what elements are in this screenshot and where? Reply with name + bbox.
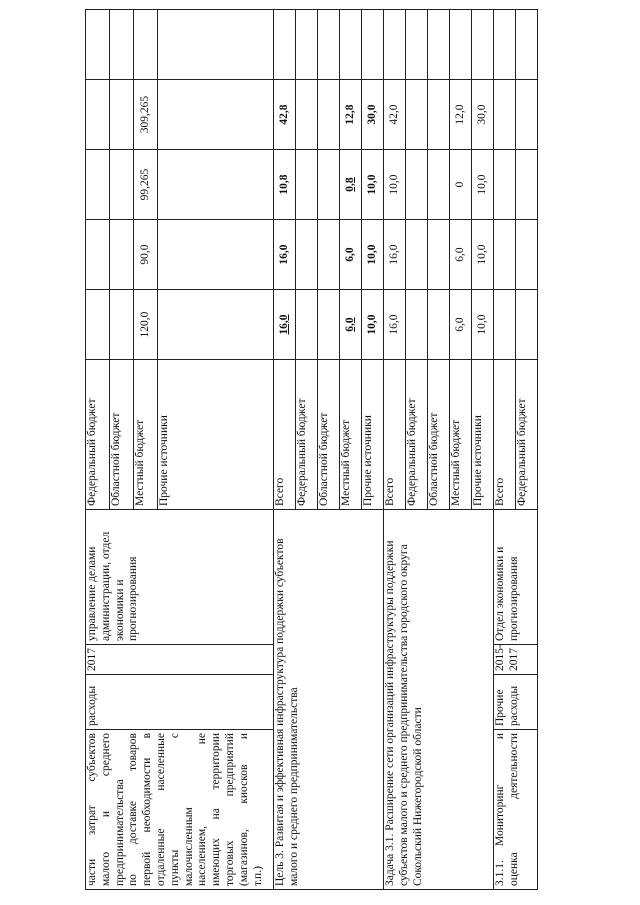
value-2017: 12,8 <box>340 80 362 150</box>
executor-cell: управление делами администрации, отдел экономики и прогнозирования <box>86 510 274 645</box>
empty-cell <box>158 10 274 80</box>
value-2016: 10,0 <box>384 150 406 220</box>
measure-line: торговых предприятий <box>223 733 236 886</box>
value-2017 <box>110 80 134 150</box>
goal-3-title: Цель 3. Развитая и эффективная инфраструктура поддержки субъектов малого и среднего предпринимательства <box>274 510 384 890</box>
source-label: Областной бюджет <box>318 360 340 510</box>
empty-cell <box>472 10 494 80</box>
measure-line: населением, не <box>196 733 209 886</box>
empty-cell <box>428 10 450 80</box>
value-2016: 0,8 <box>340 150 362 220</box>
empty-cell <box>318 10 340 80</box>
measure-cell <box>86 730 274 890</box>
expense-type-cell: расходы <box>86 675 274 730</box>
value-total: 16,0 <box>274 290 296 360</box>
empty-cell <box>450 10 472 80</box>
value-2017: 30,0 <box>472 80 494 150</box>
period-cell: 2017 <box>86 645 274 675</box>
value-total: 6,0 <box>450 290 472 360</box>
source-label: Всего <box>384 360 406 510</box>
value-2016: 10,0 <box>362 150 384 220</box>
value-total <box>158 290 274 360</box>
measure-line: отдаленные населенные <box>154 733 167 886</box>
executor-cell: Отдел экономики и прогнозирования <box>494 510 538 645</box>
value-total: 6,0 <box>340 290 362 360</box>
value-2017: 12,0 <box>450 80 472 150</box>
empty-cell <box>516 290 538 360</box>
value-2016: 10,8 <box>274 150 296 220</box>
value-total: 10,0 <box>362 290 384 360</box>
value-total: 16,0 <box>384 290 406 360</box>
measure-line: оценка деятельности <box>507 733 520 886</box>
value-total <box>428 290 450 360</box>
measure-line: части затрат субъектов <box>86 733 98 886</box>
value-2016 <box>428 150 450 220</box>
empty-cell <box>494 290 516 360</box>
measure-line: Мониторинг и <box>494 733 506 846</box>
value-2017 <box>158 80 274 150</box>
source-label: Федеральный бюджет <box>296 360 318 510</box>
value-total <box>296 290 318 360</box>
value-2015 <box>406 220 428 290</box>
measure-text <box>86 733 265 886</box>
empty-cell <box>516 10 538 80</box>
measure-line: (магазинов, киосков и <box>237 733 250 886</box>
source-label: Областной бюджет <box>428 360 450 510</box>
table-row <box>274 10 296 890</box>
measure-line: малого и среднего <box>99 733 112 886</box>
empty-cell <box>340 10 362 80</box>
measure-line: предпринимательства <box>113 779 126 886</box>
value-2015 <box>158 220 274 290</box>
task-3-1-title: Задача 3.1. Расширение сети организаций инфраструктуры поддержки субъектов малого и среднего предпринимательства городского округа Сокольский Нижегородской области <box>384 510 494 890</box>
expense-type-cell: Прочие расходы <box>494 675 538 730</box>
value-2017 <box>428 80 450 150</box>
empty-cell <box>516 220 538 290</box>
value-2016: 99,265 <box>134 150 158 220</box>
measure-line: пункты с <box>168 733 181 886</box>
value-2015: 10,0 <box>362 220 384 290</box>
value-2015: 16,0 <box>274 220 296 290</box>
source-label: Прочие источники <box>158 360 274 510</box>
value-2016: 10,0 <box>472 150 494 220</box>
value-2016 <box>406 150 428 220</box>
empty-cell <box>406 10 428 80</box>
value-2017 <box>86 80 110 150</box>
value-2017: 42,8 <box>274 80 296 150</box>
empty-cell <box>362 10 384 80</box>
rotated-page <box>85 10 527 890</box>
value-2017 <box>406 80 428 150</box>
empty-cell <box>494 150 516 220</box>
program-table <box>85 9 538 890</box>
value-total <box>110 290 134 360</box>
measure-line: по доставке товаров <box>127 733 140 886</box>
measure-cell <box>494 730 538 890</box>
source-label: Федеральный бюджет <box>86 360 110 510</box>
value-2015: 16,0 <box>384 220 406 290</box>
measure-number: 3.1.1. <box>494 860 506 886</box>
value-2016 <box>158 150 274 220</box>
measure-line: первой необходимости в <box>141 733 154 886</box>
value-2017: 30,0 <box>362 80 384 150</box>
empty-cell <box>274 10 296 80</box>
value-2016: 0 <box>450 150 472 220</box>
empty-cell <box>494 220 516 290</box>
value-total: 10,0 <box>472 290 494 360</box>
empty-cell <box>516 150 538 220</box>
source-label: Всего <box>494 360 516 510</box>
table-row <box>494 10 516 890</box>
empty-cell <box>134 10 158 80</box>
empty-cell <box>494 80 516 150</box>
value-2016 <box>110 150 134 220</box>
empty-cell <box>296 10 318 80</box>
source-label: Местный бюджет <box>450 360 472 510</box>
value-2015: 6,0 <box>340 220 362 290</box>
value-2017: 42,0 <box>384 80 406 150</box>
source-label: Федеральный бюджет <box>516 360 538 510</box>
value-2017: 309,265 <box>134 80 158 150</box>
value-2015 <box>110 220 134 290</box>
period-cell: 2015-2017 <box>494 645 538 675</box>
table-row <box>86 10 110 890</box>
value-2017 <box>296 80 318 150</box>
measure-line: имеющих на территории <box>210 733 223 886</box>
value-2016 <box>318 150 340 220</box>
value-total <box>318 290 340 360</box>
source-label: Всего <box>274 360 296 510</box>
empty-cell <box>86 10 110 80</box>
value-2015 <box>318 220 340 290</box>
value-total: 120,0 <box>134 290 158 360</box>
measure-line: т.п.) <box>251 866 264 886</box>
source-label: Местный бюджет <box>134 360 158 510</box>
value-total <box>406 290 428 360</box>
value-2015 <box>428 220 450 290</box>
source-label: Местный бюджет <box>340 360 362 510</box>
empty-cell <box>516 80 538 150</box>
value-2015: 10,0 <box>472 220 494 290</box>
source-label: Прочие источники <box>472 360 494 510</box>
empty-cell <box>384 10 406 80</box>
empty-cell <box>110 10 134 80</box>
value-2015: 90,0 <box>134 220 158 290</box>
value-total <box>86 290 110 360</box>
value-2015 <box>296 220 318 290</box>
value-2017 <box>318 80 340 150</box>
value-2015: 6,0 <box>450 220 472 290</box>
source-label: Прочие источники <box>362 360 384 510</box>
value-2015 <box>86 220 110 290</box>
table-row <box>384 10 406 890</box>
source-label: Федеральный бюджет <box>406 360 428 510</box>
value-2016 <box>296 150 318 220</box>
value-2016 <box>86 150 110 220</box>
source-label: Областной бюджет <box>110 360 134 510</box>
measure-line: малочисленным <box>182 807 195 886</box>
empty-cell <box>494 10 516 80</box>
